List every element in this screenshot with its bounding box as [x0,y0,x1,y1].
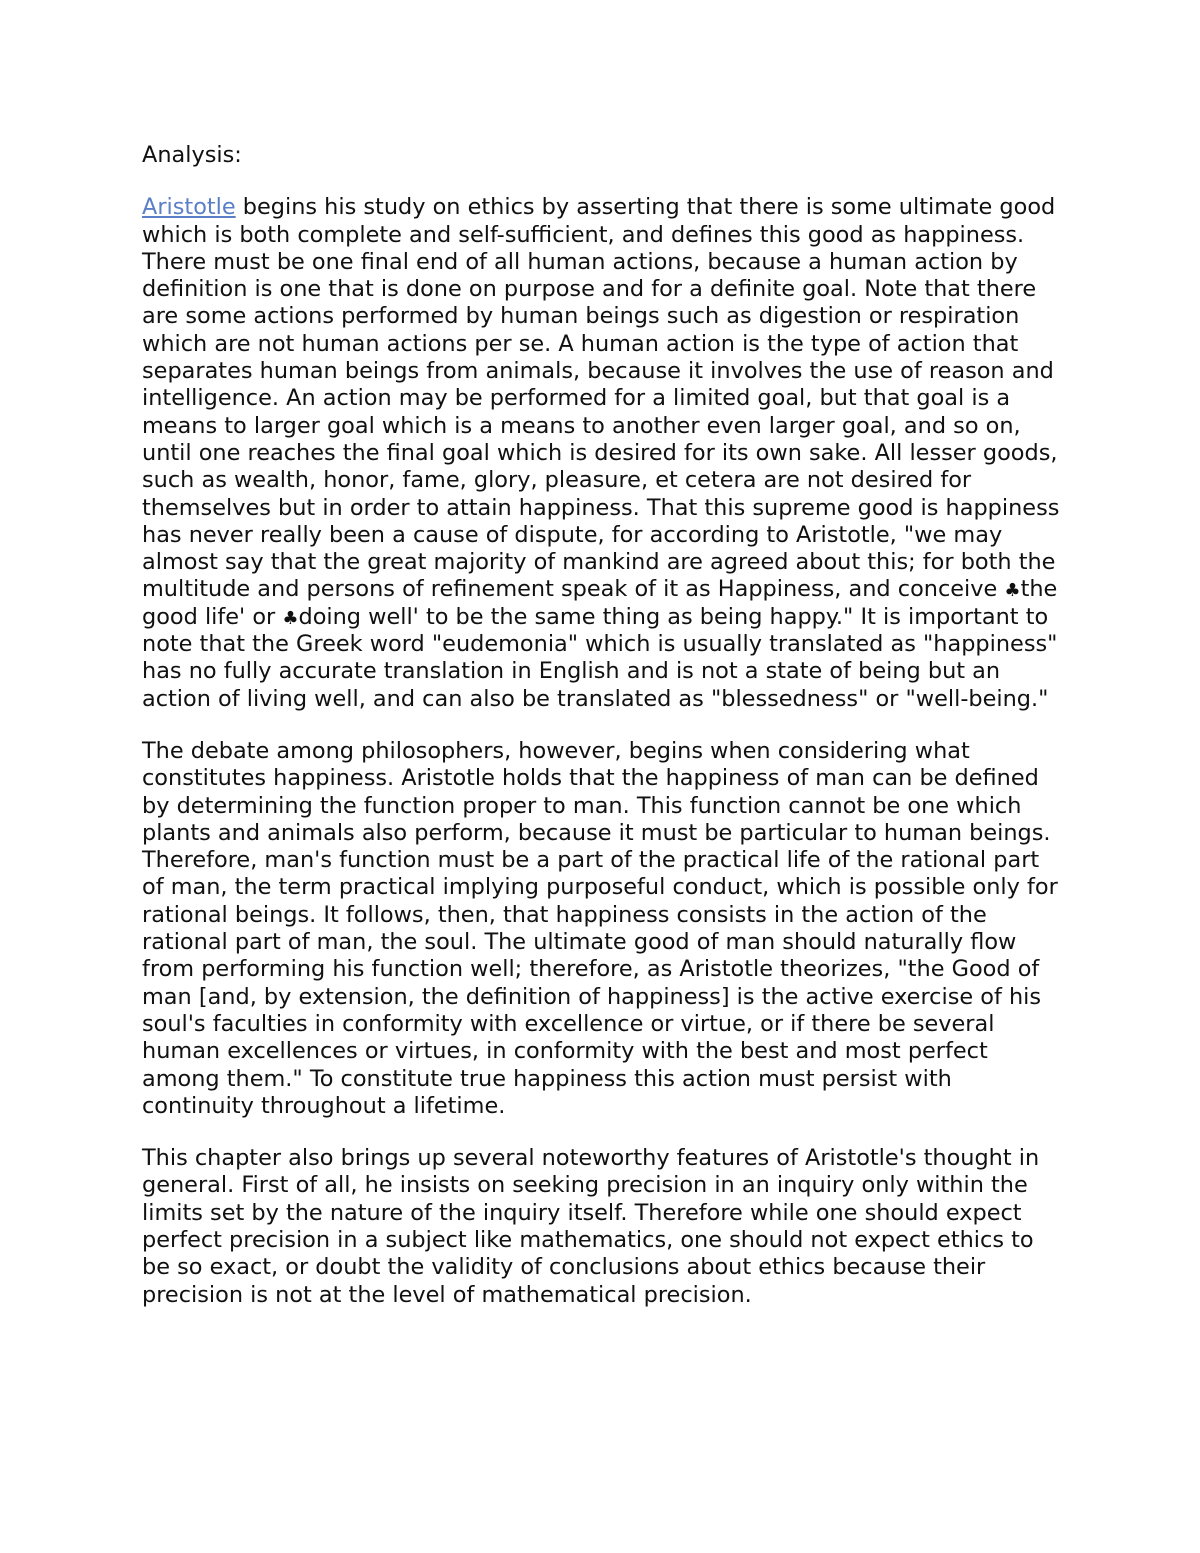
paragraph-final-end [142,249,1067,713]
section-heading: Analysis: [142,142,242,168]
aristotle-link[interactable]: Aristotle [142,194,236,221]
paragraph-intro [142,194,1067,249]
paragraph-debate: The debate among philosophers, however, begins when considering what constitutes happiness. Aristotle holds that the happiness of man can be defined by determining the function proper to man. This function cannot be one which plants and animals also perform, because it must be particular to human beings. Therefore, man's function must be a part of the practical life of the rational part of man, the term practical implying purposeful conduct, which is possible only for rational beings. It follows, then, that happiness consists in the action of the rational part of man, the soul. The ultimate good of man should naturally flow from performing his function well; therefore, as Aristotle theorizes, "the Good of man [and, by extension, the definition of happiness] is the active exercise of his soul's faculties in conformity with excellence or virtue, or if there be several human excellences or virtues, in conformity with the best and most perfect among them." To constitute true happiness this action must persist with continuity throughout a lifetime. [142,737,1058,1119]
paragraph-final-end-part3: doing well' to be the same thing as being happy." It is important to note that the Greek word "eudemonia" which is usually translated as "happiness" has no fully accurate translation in English and is not a state of being but an action of living well, and can also be translated as "blessedness" or "well-being." [142,603,1058,712]
club-ornament-icon: ♣ [1004,580,1021,602]
paragraph-precision: This chapter also brings up several noteworthy features of Aristotle's thought in general. First of all, he insists on seeking precision in an inquiry only within the limits set by the nature of the inquiry itself. Therefore while one should expect perfect precision in a subject like mathematics, one should not expect ethics to be so exact, or doubt the validity of conclusions about ethics because their precision is not at the level of mathematical precision. [142,1145,1040,1308]
club-ornament-icon: ♣ [282,607,299,629]
paragraph-intro-text: begins his study on ethics by asserting that there is some ultimate good which is both complete and self-sufficient, and defines this good as happiness. [142,194,1056,248]
paragraph-final-end-part1: There must be one final end of all human actions, because a human action by definition is one that is done on purpose and for a definite goal. Note that there are some actions performed by human beings such as digestion or respiration which are not human actions per se. A human action is the type of action that separates human beings from animals, because it involves the use of reason and intelligence. An action may be performed for a limited goal, but that goal is a means to larger goal which is a means to another even larger goal, and so on, until one reaches the final goal which is desired for its own sake. All lesser goods, such as wealth, honor, fame, glory, pleasure, et cetera are not desired for themselves but in order to attain happiness. That this supreme good is happiness has never really been a cause of dispute, for according to Aristotle, "we may almost say that the great majority of mankind are agreed about this; for both the multitude and persons of refinement speak of it as Happiness, and conceive [142,248,1060,603]
paragraph-final-end-part2: the good life' or [142,576,1058,630]
document-body [142,142,1067,1309]
